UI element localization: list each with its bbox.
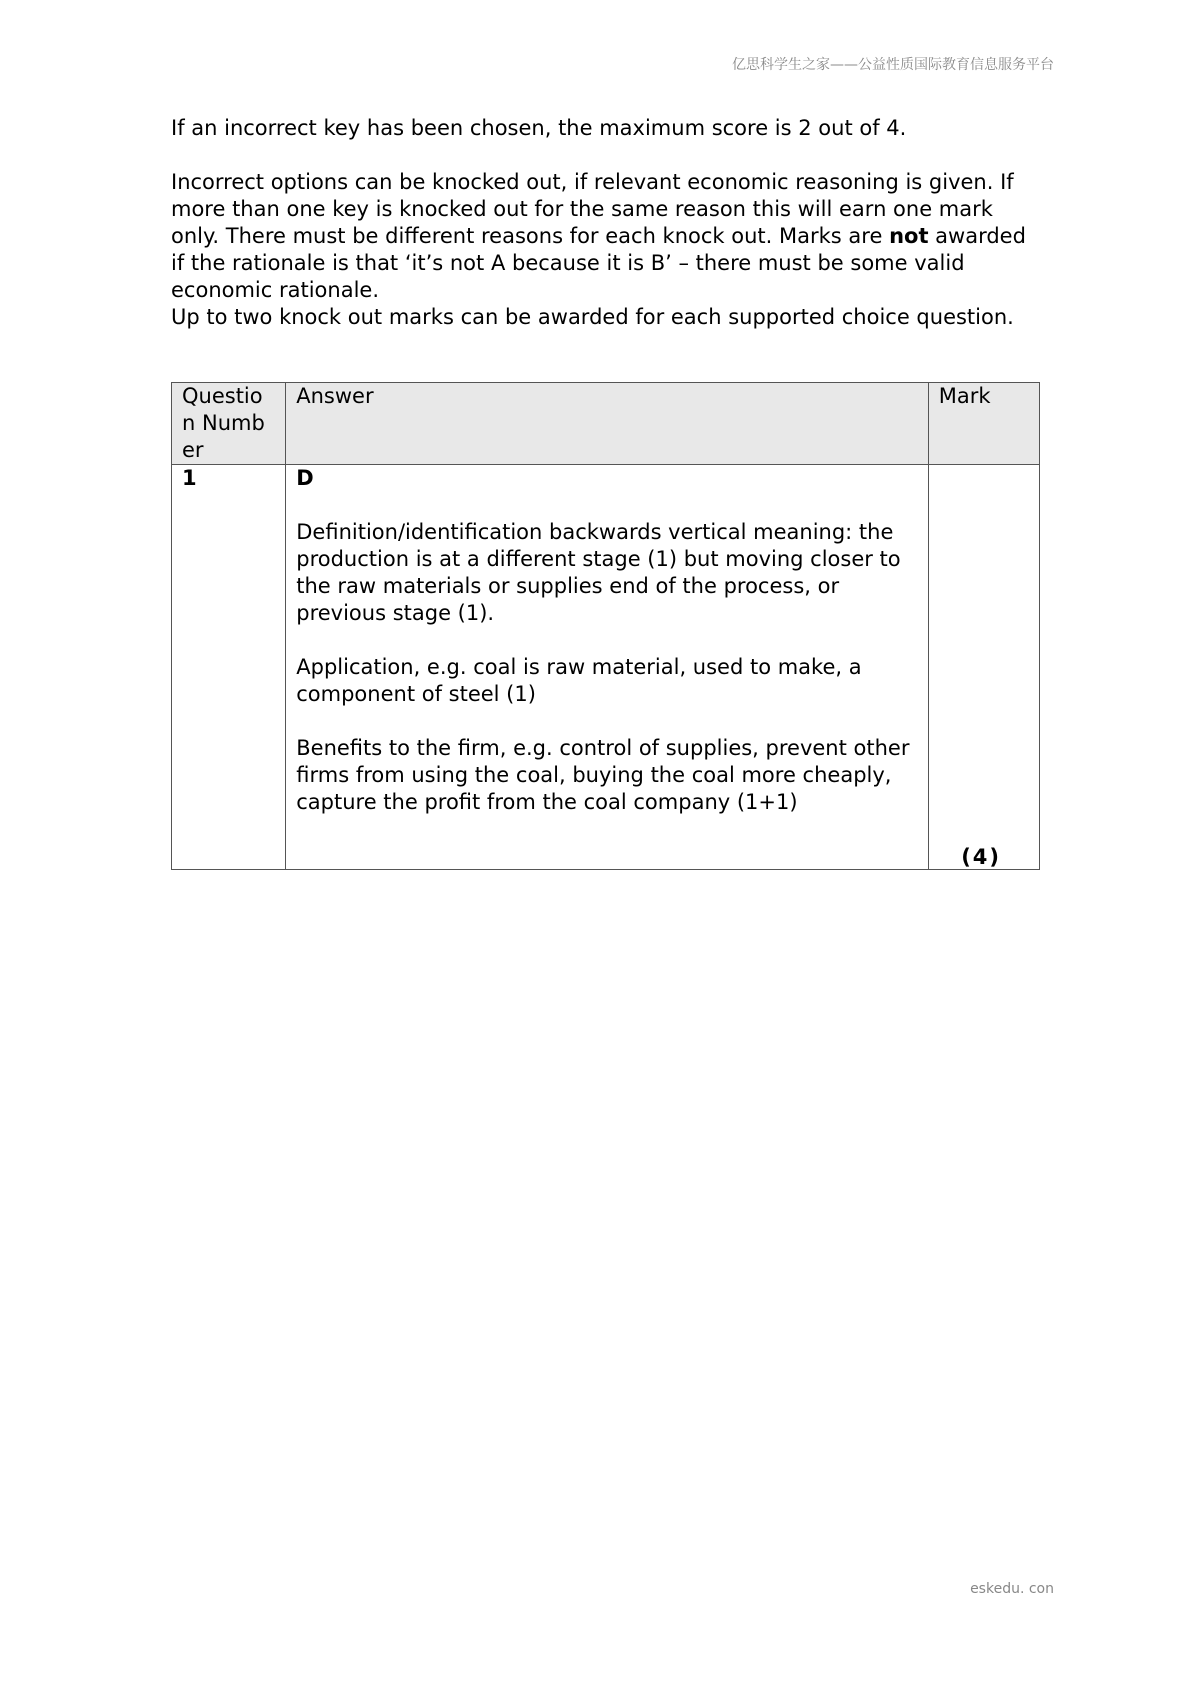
header-question-number: Question Number (172, 383, 286, 465)
answer-point-application: Application, e.g. coal is raw material, used to make, a component of steel (1) (296, 655, 862, 706)
marks-are-text: Marks are (779, 224, 890, 248)
header-mark: Mark (928, 383, 1039, 465)
question-number-cell (172, 465, 286, 870)
max-score-note: If an incorrect key has been chosen, the maximum score is 2 out of 4. (171, 116, 907, 140)
table-row (172, 465, 1040, 870)
question-number: 1 (182, 466, 197, 490)
answer-point-benefits: Benefits to the firm, e.g. control of supplies, prevent other firms from using the coal, buying the coal more cheaply, capture the profit from the coal company (1+1) (296, 736, 910, 814)
knockout-limit-note: Up to two knock out marks can be awarded for each supported choice question. (171, 305, 1014, 329)
mark-value: (4) (961, 845, 1001, 869)
answer-key: D (296, 466, 314, 490)
answer-point-definition: Definition/identification backwards vertical meaning: the production is at a different stage (1) but moving closer to the raw materials or supplies end of the process, or previous stage (1). (296, 520, 901, 625)
header-answer: Answer (286, 383, 928, 465)
instructions (171, 115, 1041, 331)
answer-cell (286, 465, 928, 870)
table-header-row (172, 383, 1040, 465)
not-emphasis: not (889, 224, 929, 248)
knockout-rules-text: Incorrect options can be knocked out, if relevant economic reasoning is given. If more than one key is knocked out for the same reason this will earn one mark only. There must be different reasons for each knock out. (171, 170, 1014, 248)
mark-cell (928, 465, 1039, 870)
mark-scheme-table (171, 382, 1040, 870)
footer-site: eskedu. con (970, 1581, 1054, 1597)
rationale-text: awarded if the rationale is that ‘it’s not A because it is B’ – there must be some valid economic rationale. (171, 224, 1026, 302)
header-site-note: 亿思科学生之家——公益性质国际教育信息服务平台 (732, 57, 1054, 73)
knockout-rules (171, 169, 1041, 304)
